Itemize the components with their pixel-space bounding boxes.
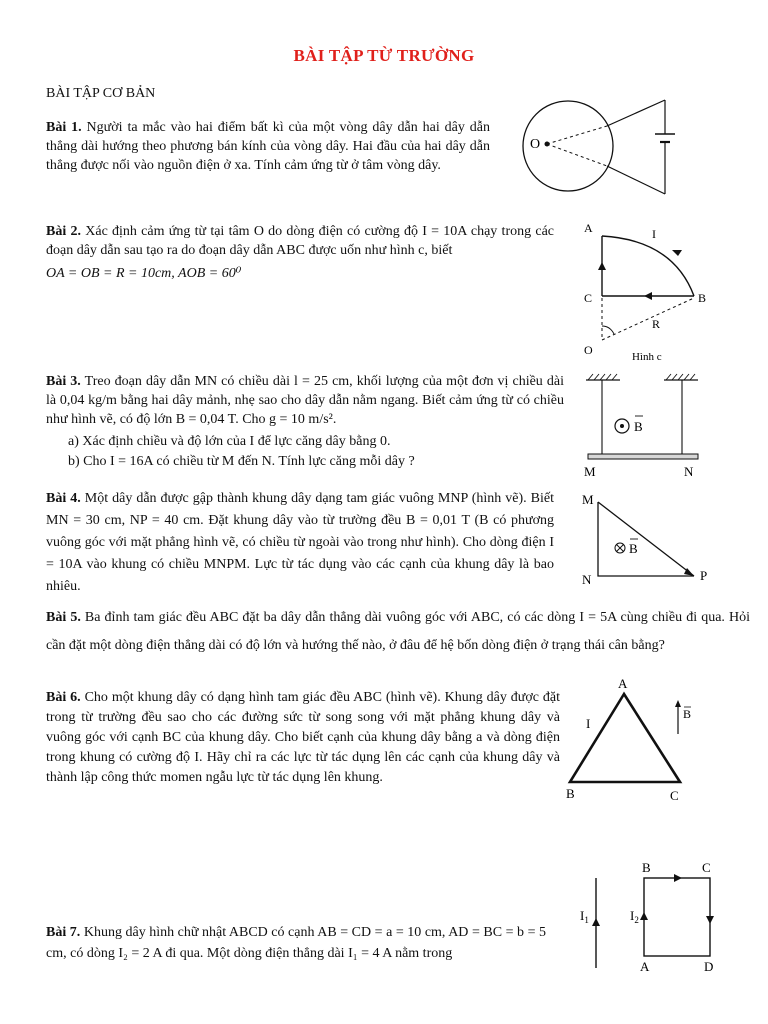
problem-7-label: Bài 7. (46, 925, 81, 940)
problem-7-text: Khung dây hình chữ nhật ABCD có cạnh AB = CD = a = 10 cm, AD = BC = b = 5 cm, có dòng I₂ = 2 A đi qua. Một dòng điện thẳng dài I₁ = 4 A nằm trong (46, 925, 547, 961)
hatch-right (666, 374, 695, 380)
label-b: B (634, 419, 643, 434)
label-i1: $I_1$ (580, 908, 589, 925)
radius-dashed-1 (547, 126, 607, 144)
problem-2-label: Bài 2. (46, 224, 81, 239)
arrow-ca (598, 262, 606, 270)
label-d: D (704, 959, 714, 974)
label-o: O (584, 343, 593, 357)
frame-abcd (644, 878, 710, 956)
problem-2 (46, 222, 554, 260)
label-i2: $I_2$ (630, 908, 639, 925)
problem-2-text: Xác định cảm ứng từ tại tâm O do dòng điện có cường độ I = 10A chạy trong các đoạn dây dẫn sau tạo ra do đoạn dây dẫn ABC được uốn như hình c, biết (46, 224, 555, 258)
problem-3 (46, 372, 564, 429)
label-c: C (670, 788, 679, 803)
arc-ab (602, 236, 694, 296)
arrow-ab (640, 912, 648, 920)
figure-7-wire-and-frame (578, 858, 718, 978)
label-field-b: B (683, 707, 692, 721)
label-b: B (642, 860, 651, 875)
field-arrowhead (675, 700, 681, 707)
conductor-mn (588, 454, 698, 459)
label-i: I (652, 227, 656, 241)
label-i: I (586, 716, 591, 731)
problem-5 (46, 604, 750, 660)
problem-6 (46, 688, 560, 788)
label-m: M (582, 492, 594, 507)
label-a: A (618, 676, 628, 691)
figure-1-ring-wires (510, 94, 710, 204)
dashed-ob (602, 298, 694, 340)
label-c: C (702, 860, 711, 875)
problem-5-label: Bài 5. (46, 610, 81, 625)
center-point (545, 142, 550, 147)
section-subtitle: BÀI TẬP CƠ BẢN (46, 86, 156, 101)
problem-3-item-b: b) Cho I = 16A có chiều từ M đến N. Tính lực căng mỗi dây ? (68, 454, 415, 469)
figure-3-hanging-wire (580, 370, 710, 482)
triangle-hypotenuse (598, 502, 694, 576)
label-a: A (640, 959, 650, 974)
label-r: R (652, 317, 661, 331)
label-a: A (584, 221, 593, 235)
arrow-bc (644, 292, 652, 300)
arrow-bc (674, 874, 682, 882)
figure-2-abc-wire (578, 218, 718, 364)
label-o: O (530, 137, 541, 152)
field-out-dot (620, 424, 624, 428)
label-n: N (684, 464, 694, 479)
angle-arc (602, 326, 614, 334)
arrow-arc (672, 250, 682, 256)
radius-dashed-2 (547, 144, 607, 166)
problem-3-item-a: a) Xác định chiều và độ lớn của I để lực căng dây bằng 0. (68, 434, 391, 449)
figure-4-triangle-mnp (578, 490, 718, 590)
hatch-left (588, 374, 617, 380)
problem-4 (46, 488, 554, 598)
problem-3-label: Bài 3. (46, 374, 81, 389)
figure-caption: Hình c (632, 351, 662, 363)
arrow-cd (706, 916, 714, 924)
triangle-frame (570, 694, 680, 782)
wire-top (607, 100, 665, 126)
label-b: B (629, 541, 638, 556)
page-title: BÀI TẬP TỪ TRƯỜNG (293, 46, 475, 65)
problem-3-text: Treo đoạn dây dẫn MN có chiều dài l = 25 cm, khối lượng của một đơn vị chiều dài là 0,04 kg/m bằng hai dây mảnh, nhẹ sao cho dây dẫn nằm ngang. Biết cảm ứng từ có chiều như hình vẽ, có độ lớn B = 0,04 T. Cho g = 10 m/s². (46, 374, 564, 427)
label-p: P (700, 568, 708, 583)
problem-1-text: Người ta mắc vào hai điểm bất kì của một vòng dây dẫn hai dây dẫn thẳng dài hướng theo phương bán kính của vòng dây. Hai đầu của hai dây dẫn thẳng được nối vào nguồn điện ở xa. Tính cảm ứng từ ở tâm vòng dây. (46, 120, 490, 173)
problem-6-label: Bài 6. (46, 690, 81, 705)
problem-1 (46, 118, 490, 175)
wire-bottom (607, 166, 665, 194)
arrow-i1 (592, 918, 600, 926)
figure-6-triangle-abc (562, 674, 712, 806)
problem-4-text: Một dây dẫn được gập thành khung dây dạng tam giác vuông MNP (hình vẽ). Biết MN = 30 cm, NP = 40 cm. Đặt khung dây vào từ trường đều B = 0,01 T (B có phương vuông góc với mặt phẳng hình vẽ, có chiều từ ngoài vào trong như hình). Cho dòng điện I = 10A vào khung có chiều MNPM. Lực từ tác dụng vào các cạnh của khung dây là bao nhiêu. (46, 491, 555, 594)
label-b: B (566, 786, 575, 801)
label-b: B (698, 291, 707, 305)
problem-1-label: Bài 1. (46, 120, 82, 135)
problem-2-formula: OA = OB = R = 10cm, AOB = 60⁰ (46, 266, 242, 281)
label-m: M (584, 464, 596, 479)
label-n: N (582, 572, 592, 587)
problem-4-label: Bài 4. (46, 491, 81, 506)
problem-6-text: Cho một khung dây có dạng hình tam giác đều ABC (hình vẽ). Khung dây được đặt trong từ trường đều sao cho các đường sức từ song song với mặt phẳng khung dây và vuông góc với cạnh BC của khung dây. Cho biết cạnh của khung dây bằng a và dòng điện trong khung có cường độ I. Hãy chỉ ra các lực từ tác dụng lên các cạnh của khung dây và thành lập công thức momen ngẫu lực từ tác dụng lên khung. (46, 690, 561, 785)
label-c: C (584, 291, 593, 305)
problem-5-text: Ba đỉnh tam giác đều ABC đặt ba dây dẫn thẳng dài vuông góc với ABC, có các dòng I = 5A cùng chiều đi qua. Hỏi cần đặt một dòng điện thẳng dài có độ lớn và hướng thế nào, ở đâu để hệ bốn dòng điện ở trạng thái cân bằng? (46, 610, 751, 653)
problem-7 (46, 922, 546, 964)
